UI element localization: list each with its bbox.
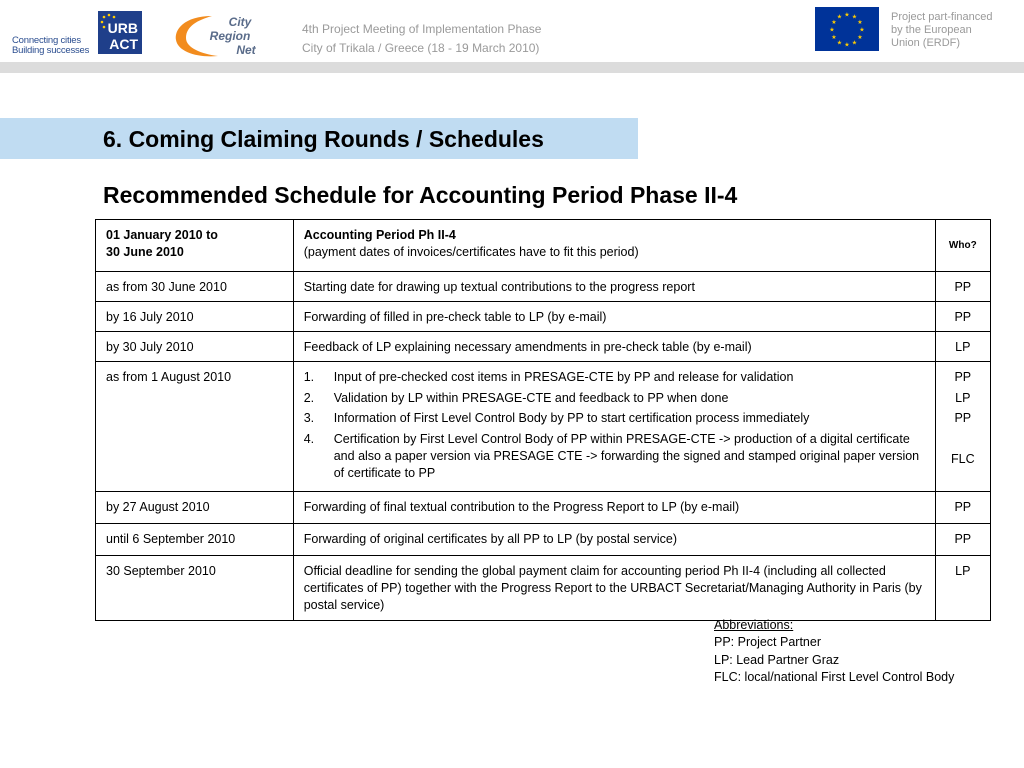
crn-logo-text-3: Net <box>236 43 256 57</box>
urbact-logo-text-2: ACT <box>109 36 138 52</box>
meeting-info <box>302 20 541 58</box>
header-activity-note: (payment dates of invoices/certificates have to fit this period) <box>303 245 639 259</box>
step-text: Certification by First Level Control Body of PP within PRESAGE-CTE -> production of a digital certificate and also a paper version via PRESAGE CTE -> forwarding the signed and stamped original paper version of certificate to PP <box>333 431 920 480</box>
step-who: PP <box>954 370 972 384</box>
financing-line-3: Union (ERDF) <box>891 37 961 49</box>
logo-tagline-line-2: Building successes <box>12 45 90 56</box>
svg-text:★: ★ <box>851 39 858 47</box>
row-date: as from 30 June 2010 <box>96 272 294 302</box>
step-text: Validation by LP within PRESAGE-CTE and feedback to PP when done <box>333 390 729 405</box>
step-who: FLC <box>951 452 975 466</box>
steps-list <box>304 369 927 482</box>
eu-flag-icon <box>815 7 879 51</box>
table-header-row <box>96 220 991 272</box>
svg-text:★: ★ <box>829 26 835 34</box>
step-item <box>304 369 927 386</box>
city-region-net-logo <box>172 12 272 58</box>
svg-text:★: ★ <box>836 13 843 21</box>
abbreviation-item: FLC: local/national First Level Control Body <box>714 669 955 684</box>
step-number: 4. <box>303 431 315 446</box>
table-row-steps <box>96 362 991 492</box>
row-activity: Starting date for drawing up textual contributions to the progress report <box>293 272 935 302</box>
financing-line-1: Project part-financed <box>891 11 993 23</box>
abbreviations-title: Abbreviations: <box>714 618 794 632</box>
table-row <box>96 272 991 302</box>
svg-text:★: ★ <box>857 34 863 41</box>
row-date: as from 1 August 2010 <box>96 362 294 492</box>
crn-logo-text-1: City <box>228 15 252 29</box>
table-row <box>96 332 991 362</box>
row-date: by 16 July 2010 <box>96 302 294 332</box>
table-row <box>96 524 991 556</box>
meeting-title: 4th Project Meeting of Implementation Phase <box>302 22 542 36</box>
urbact-logo-text-1: URB <box>107 20 138 36</box>
row-who: PP <box>935 272 990 302</box>
svg-text:★: ★ <box>831 19 837 26</box>
row-activity: Forwarding of original certificates by all PP to LP (by postal service) <box>293 524 935 556</box>
row-who: LP <box>935 556 990 621</box>
step-number: 3. <box>303 411 315 425</box>
who-spacer <box>936 431 990 452</box>
row-activity: Forwarding of filled in pre-check table to LP (by e-mail) <box>293 302 935 332</box>
row-who: PP <box>935 302 990 332</box>
step-text: Information of First Level Control Body by PP to start certification process immediately <box>333 411 810 425</box>
row-activity: Forwarding of final textual contribution to the Progress Report to LP (by e-mail) <box>293 492 935 524</box>
crn-logo-text-2: Region <box>209 29 251 43</box>
row-date: by 30 July 2010 <box>96 332 294 362</box>
row-date: until 6 September 2010 <box>96 524 294 556</box>
step-who: PP <box>954 411 972 425</box>
svg-text:★: ★ <box>859 26 865 34</box>
schedule-table <box>95 219 991 621</box>
header-period-line-2: 30 June 2010 <box>106 245 184 259</box>
financing-line-2: by the European <box>891 24 972 36</box>
table-row <box>96 492 991 524</box>
step-number: 1. <box>303 370 315 384</box>
urbact-logo <box>98 11 142 54</box>
header-divider-bar <box>0 62 1024 73</box>
svg-text:★: ★ <box>844 11 850 19</box>
table-row <box>96 302 991 332</box>
header-activity-title: Accounting Period Ph II-4 <box>303 228 456 242</box>
logo-tagline-line-1: Connecting cities <box>12 35 81 46</box>
svg-text:★: ★ <box>831 34 837 41</box>
svg-text:★: ★ <box>857 19 863 26</box>
row-activity: Official deadline for sending the global payment claim for accounting period Ph II-4 (including all collected certificates of PP) together with the Progress Report to the URBACT Secretariat/Managing Authority in Paris (by postal service) <box>293 556 935 621</box>
step-text: Input of pre-checked cost items in PRESAGE-CTE by PP and release for validation <box>333 370 794 384</box>
svg-text:★: ★ <box>844 41 850 49</box>
section-title: 6. Coming Claiming Rounds / Schedules <box>103 126 544 152</box>
row-activity: Feedback of LP explaining necessary amendments in pre-check table (by e-mail) <box>293 332 935 362</box>
eu-financing-note <box>891 11 993 50</box>
step-number: 2. <box>303 390 315 405</box>
header-activity-cell <box>293 220 935 272</box>
table-row <box>96 556 991 621</box>
meeting-location: City of Trikala / Greece (18 - 19 March 2010) <box>302 41 540 55</box>
row-date: by 27 August 2010 <box>96 492 294 524</box>
row-who: PP <box>935 524 990 556</box>
abbreviation-item: PP: Project Partner <box>714 635 821 650</box>
header-period-cell <box>96 220 294 272</box>
schedule-title: Recommended Schedule for Accounting Period Phase II-4 <box>103 182 738 208</box>
step-item <box>304 410 927 427</box>
svg-text:★: ★ <box>851 13 858 21</box>
row-who: PP <box>935 492 990 524</box>
header-who-cell: Who? <box>935 220 990 272</box>
abbreviations-legend <box>714 617 954 686</box>
header-period-line-1: 01 January 2010 to <box>106 228 218 242</box>
step-item <box>304 431 927 482</box>
row-date: 30 September 2010 <box>96 556 294 621</box>
connecting-cities-logo <box>12 36 89 56</box>
row-who: LP <box>935 332 990 362</box>
svg-text:★: ★ <box>836 39 843 47</box>
abbreviation-item: LP: Lead Partner Graz <box>714 652 840 667</box>
row-steps-cell <box>293 362 935 492</box>
step-item <box>304 390 927 407</box>
slide-header <box>0 0 1024 62</box>
row-who-list <box>935 362 990 492</box>
step-who: LP <box>955 390 971 405</box>
